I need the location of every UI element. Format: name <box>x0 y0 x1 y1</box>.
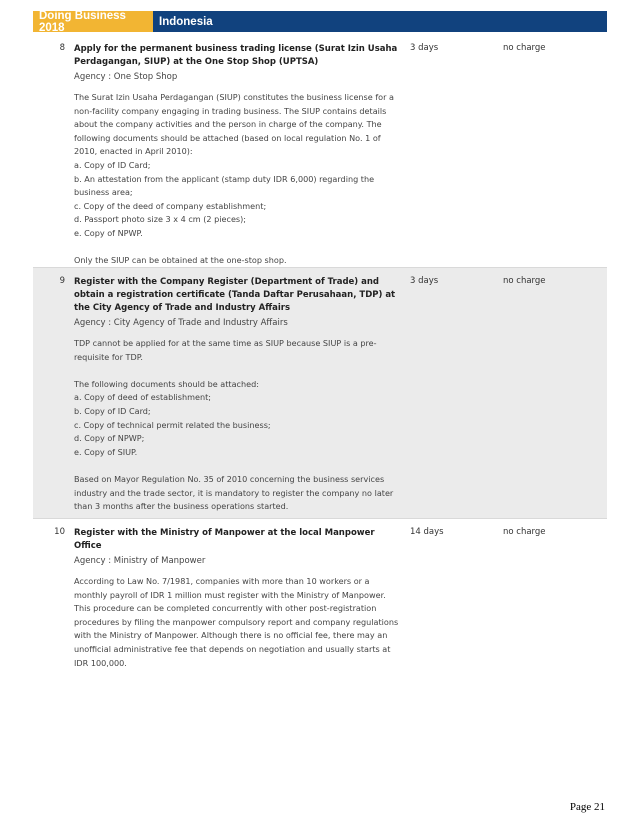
procedure-cost: no charge <box>503 276 546 286</box>
procedure-agency: Agency : City Agency of Trade and Industry Affairs <box>74 318 288 328</box>
procedure-title: Apply for the permanent business trading license (Surat Izin Usaha Perdagangan, SIUP) at the One Stop Shop (UPTSA) <box>74 44 398 67</box>
procedure-row-8 <box>33 35 607 267</box>
procedure-row-10 <box>33 519 607 668</box>
procedure-number: 10 <box>54 527 65 537</box>
page-header <box>33 11 607 32</box>
procedure-details <box>74 276 402 514</box>
country-name: Indonesia <box>159 15 213 28</box>
procedure-time: 14 days <box>410 527 444 537</box>
procedure-number: 9 <box>59 276 65 286</box>
page-number: Page 21 <box>569 801 605 813</box>
procedure-description: According to Law No. 7/1981, companies with more than 10 workers or a monthly payroll of IDR 1 million must register with the Ministry of Manpower. This procedure can be completed concurrently with other post-registration procedures by filing the manpower compulsory report and company regulations with the Ministry of Manpower. Although there is no official fee, there may an unofficial administrative fee that depends on negotiation and usually starts at IDR 100,000. <box>74 576 399 668</box>
procedure-details <box>74 43 402 268</box>
procedure-agency: Agency : One Stop Shop <box>74 72 178 82</box>
procedure-number: 8 <box>59 43 65 53</box>
procedure-details <box>74 527 402 670</box>
procedure-description: TDP cannot be applied for at the same time as SIUP because SIUP is a pre-requisite for TDP. The following documents should be attached: a. Copy of deed of establishment; b. Copy of ID Card; c. Copy of technical permit related the business; d. Copy of NPWP; e. Copy of SIUP. Based on Mayor Regulation No. 35 of 2010 concerning the business services industry and the trade sector, it is mandatory to register the company no later than 3 months after the business operations started. <box>74 338 394 512</box>
procedure-time: 3 days <box>410 276 439 286</box>
report-title: Doing Business 2018 <box>33 11 153 32</box>
procedure-title: Register with the Company Register (Department of Trade) and obtain a registration certificate (Tanda Daftar Perusahaan, TDP) at the City Agency of Trade and Industry Affairs <box>74 277 396 313</box>
procedure-time: 3 days <box>410 43 439 53</box>
procedure-row-9 <box>33 267 607 519</box>
procedure-list <box>33 35 607 668</box>
procedure-agency: Agency : Ministry of Manpower <box>74 556 206 566</box>
procedure-description: The Surat Izin Usaha Perdagangan (SIUP) constitutes the business license for a non-facility company engaging in trading business. The SIUP contains details about the company activities and the person in charge of the company. The following documents should be attached (based on local regulation No. 1 of 2010, enacted in April 2010): a. Copy of ID Card; b. An attestation from the applicant (stamp duty IDR 6,000) regarding the business area; c. Copy of the deed of company establishment; d. Passport photo size 3 x 4 cm (2 pieces); e. Copy of NPWP. Only the SIUP can be obtained at the one-stop shop. <box>74 92 394 266</box>
procedure-cost: no charge <box>503 43 546 53</box>
procedure-cost: no charge <box>503 527 546 537</box>
procedure-title: Register with the Ministry of Manpower at the local Manpower Office <box>74 528 375 551</box>
